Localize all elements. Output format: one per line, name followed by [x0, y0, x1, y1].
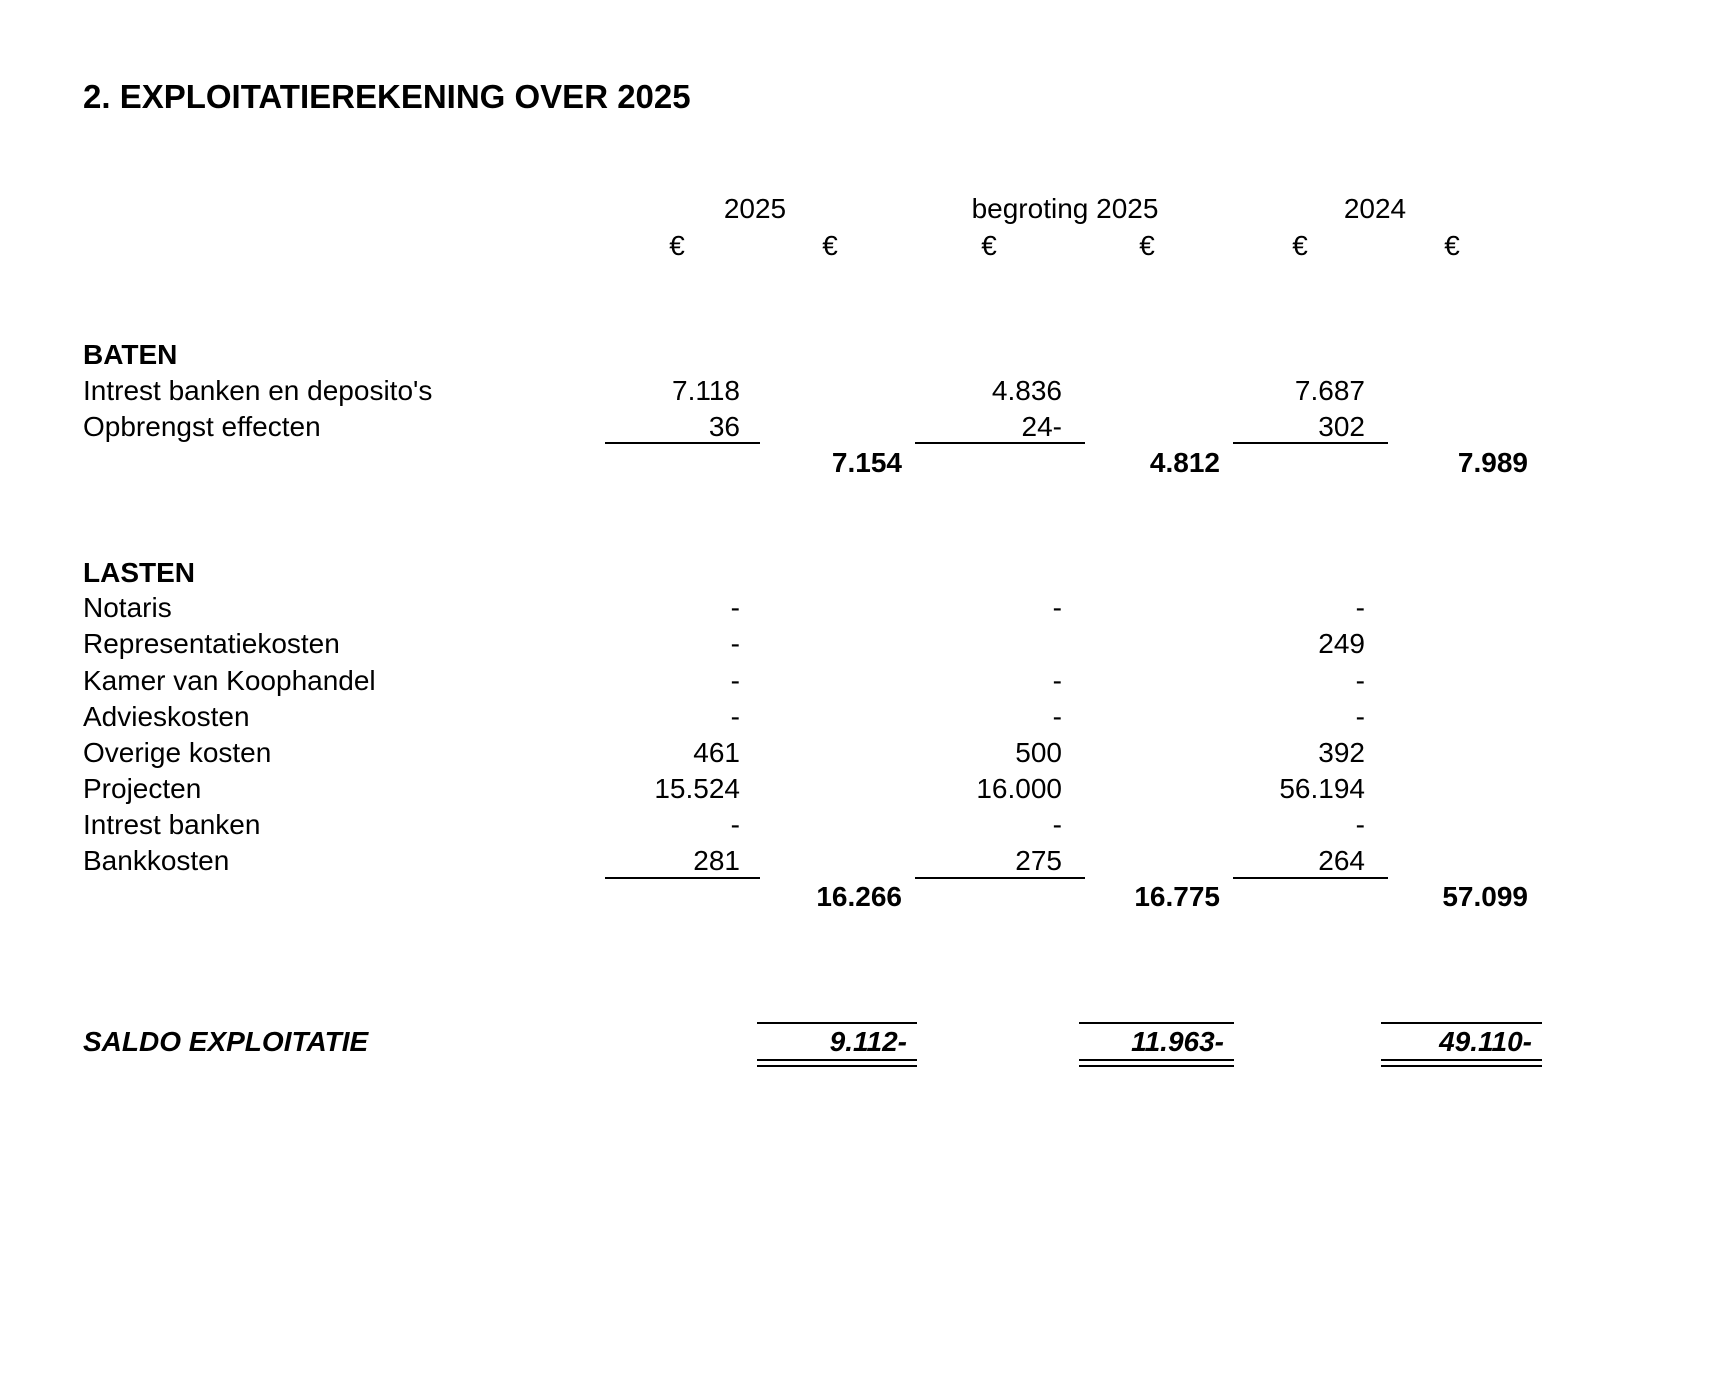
- row-value: 275: [1015, 845, 1062, 876]
- subtotal-rule: [915, 877, 1085, 879]
- subtotal-rule: [605, 442, 760, 444]
- saldo-value: 11.963-: [1131, 1026, 1224, 1057]
- row-value: -: [730, 628, 740, 659]
- section-heading-lasten: LASTEN: [83, 557, 195, 588]
- euro-sign: €: [669, 230, 685, 261]
- euro-sign: €: [1444, 230, 1460, 261]
- subtotal-rule: [915, 442, 1085, 444]
- saldo-double-rule: [1381, 1059, 1542, 1067]
- lasten-total: 57.099: [1442, 881, 1528, 912]
- row-value: 7.118: [672, 375, 740, 406]
- row-value: 281: [693, 845, 740, 876]
- row-value: 249: [1318, 628, 1365, 659]
- row-value: -: [1052, 701, 1062, 732]
- column-header-2025: 2025: [723, 193, 787, 224]
- row-value: 4.836: [991, 375, 1062, 406]
- baten-total: 7.154: [831, 447, 902, 478]
- subtotal-rule: [1233, 442, 1388, 444]
- row-value: 500: [1015, 737, 1062, 768]
- saldo-top-rule: [1381, 1022, 1542, 1024]
- row-label: Intrest banken en deposito's: [83, 375, 433, 406]
- row-value: -: [730, 592, 740, 623]
- row-value: -: [1052, 809, 1062, 840]
- row-value: 24-: [1021, 411, 1062, 442]
- page-title: 2. EXPLOITATIEREKENING OVER 2025: [83, 78, 691, 115]
- baten-total: 4.812: [1149, 447, 1220, 478]
- row-label: Intrest banken: [83, 809, 261, 840]
- row-value: 302: [1318, 411, 1365, 442]
- row-value: 36: [708, 411, 740, 442]
- row-value: -: [1355, 665, 1365, 696]
- row-value: 7.687: [1294, 375, 1365, 406]
- saldo-top-rule: [1079, 1022, 1234, 1024]
- column-header-begroting-2025: begroting 2025: [971, 193, 1159, 224]
- row-value: 264: [1318, 845, 1365, 876]
- row-label: Opbrengst effecten: [83, 411, 321, 442]
- row-label: Notaris: [83, 592, 172, 623]
- row-label: Bankkosten: [83, 845, 230, 876]
- row-value: -: [1355, 701, 1365, 732]
- subtotal-rule: [605, 877, 760, 879]
- row-value: -: [730, 809, 740, 840]
- row-label: Projecten: [83, 773, 202, 804]
- row-label: Advieskosten: [83, 701, 250, 732]
- saldo-top-rule: [757, 1022, 917, 1024]
- saldo-value: 49.110-: [1439, 1026, 1532, 1057]
- saldo-label: SALDO EXPLOITATIE: [83, 1026, 369, 1057]
- row-value: -: [1052, 592, 1062, 623]
- row-label: Kamer van Koophandel: [83, 665, 376, 696]
- row-value: -: [730, 665, 740, 696]
- row-value: -: [1052, 665, 1062, 696]
- row-value: 392: [1318, 737, 1365, 768]
- row-value: -: [1355, 809, 1365, 840]
- saldo-value: 9.112-: [829, 1026, 907, 1057]
- row-label: Representatiekosten: [83, 628, 340, 659]
- row-value: 56.194: [1279, 773, 1365, 804]
- saldo-double-rule: [757, 1059, 917, 1067]
- baten-total: 7.989: [1457, 447, 1528, 478]
- lasten-total: 16.266: [816, 881, 902, 912]
- section-heading-baten: BATEN: [83, 339, 178, 370]
- saldo-double-rule: [1079, 1059, 1234, 1067]
- column-header-2024: 2024: [1343, 193, 1407, 224]
- lasten-total: 16.775: [1134, 881, 1220, 912]
- euro-sign: €: [822, 230, 838, 261]
- euro-sign: €: [1139, 230, 1155, 261]
- row-value: 461: [693, 737, 740, 768]
- row-value: -: [730, 701, 740, 732]
- row-label: Overige kosten: [83, 737, 272, 768]
- subtotal-rule: [1233, 877, 1388, 879]
- euro-sign: €: [981, 230, 997, 261]
- row-value: -: [1355, 592, 1365, 623]
- euro-sign: €: [1292, 230, 1308, 261]
- row-value: 16.000: [976, 773, 1062, 804]
- row-value: 15.524: [654, 773, 740, 804]
